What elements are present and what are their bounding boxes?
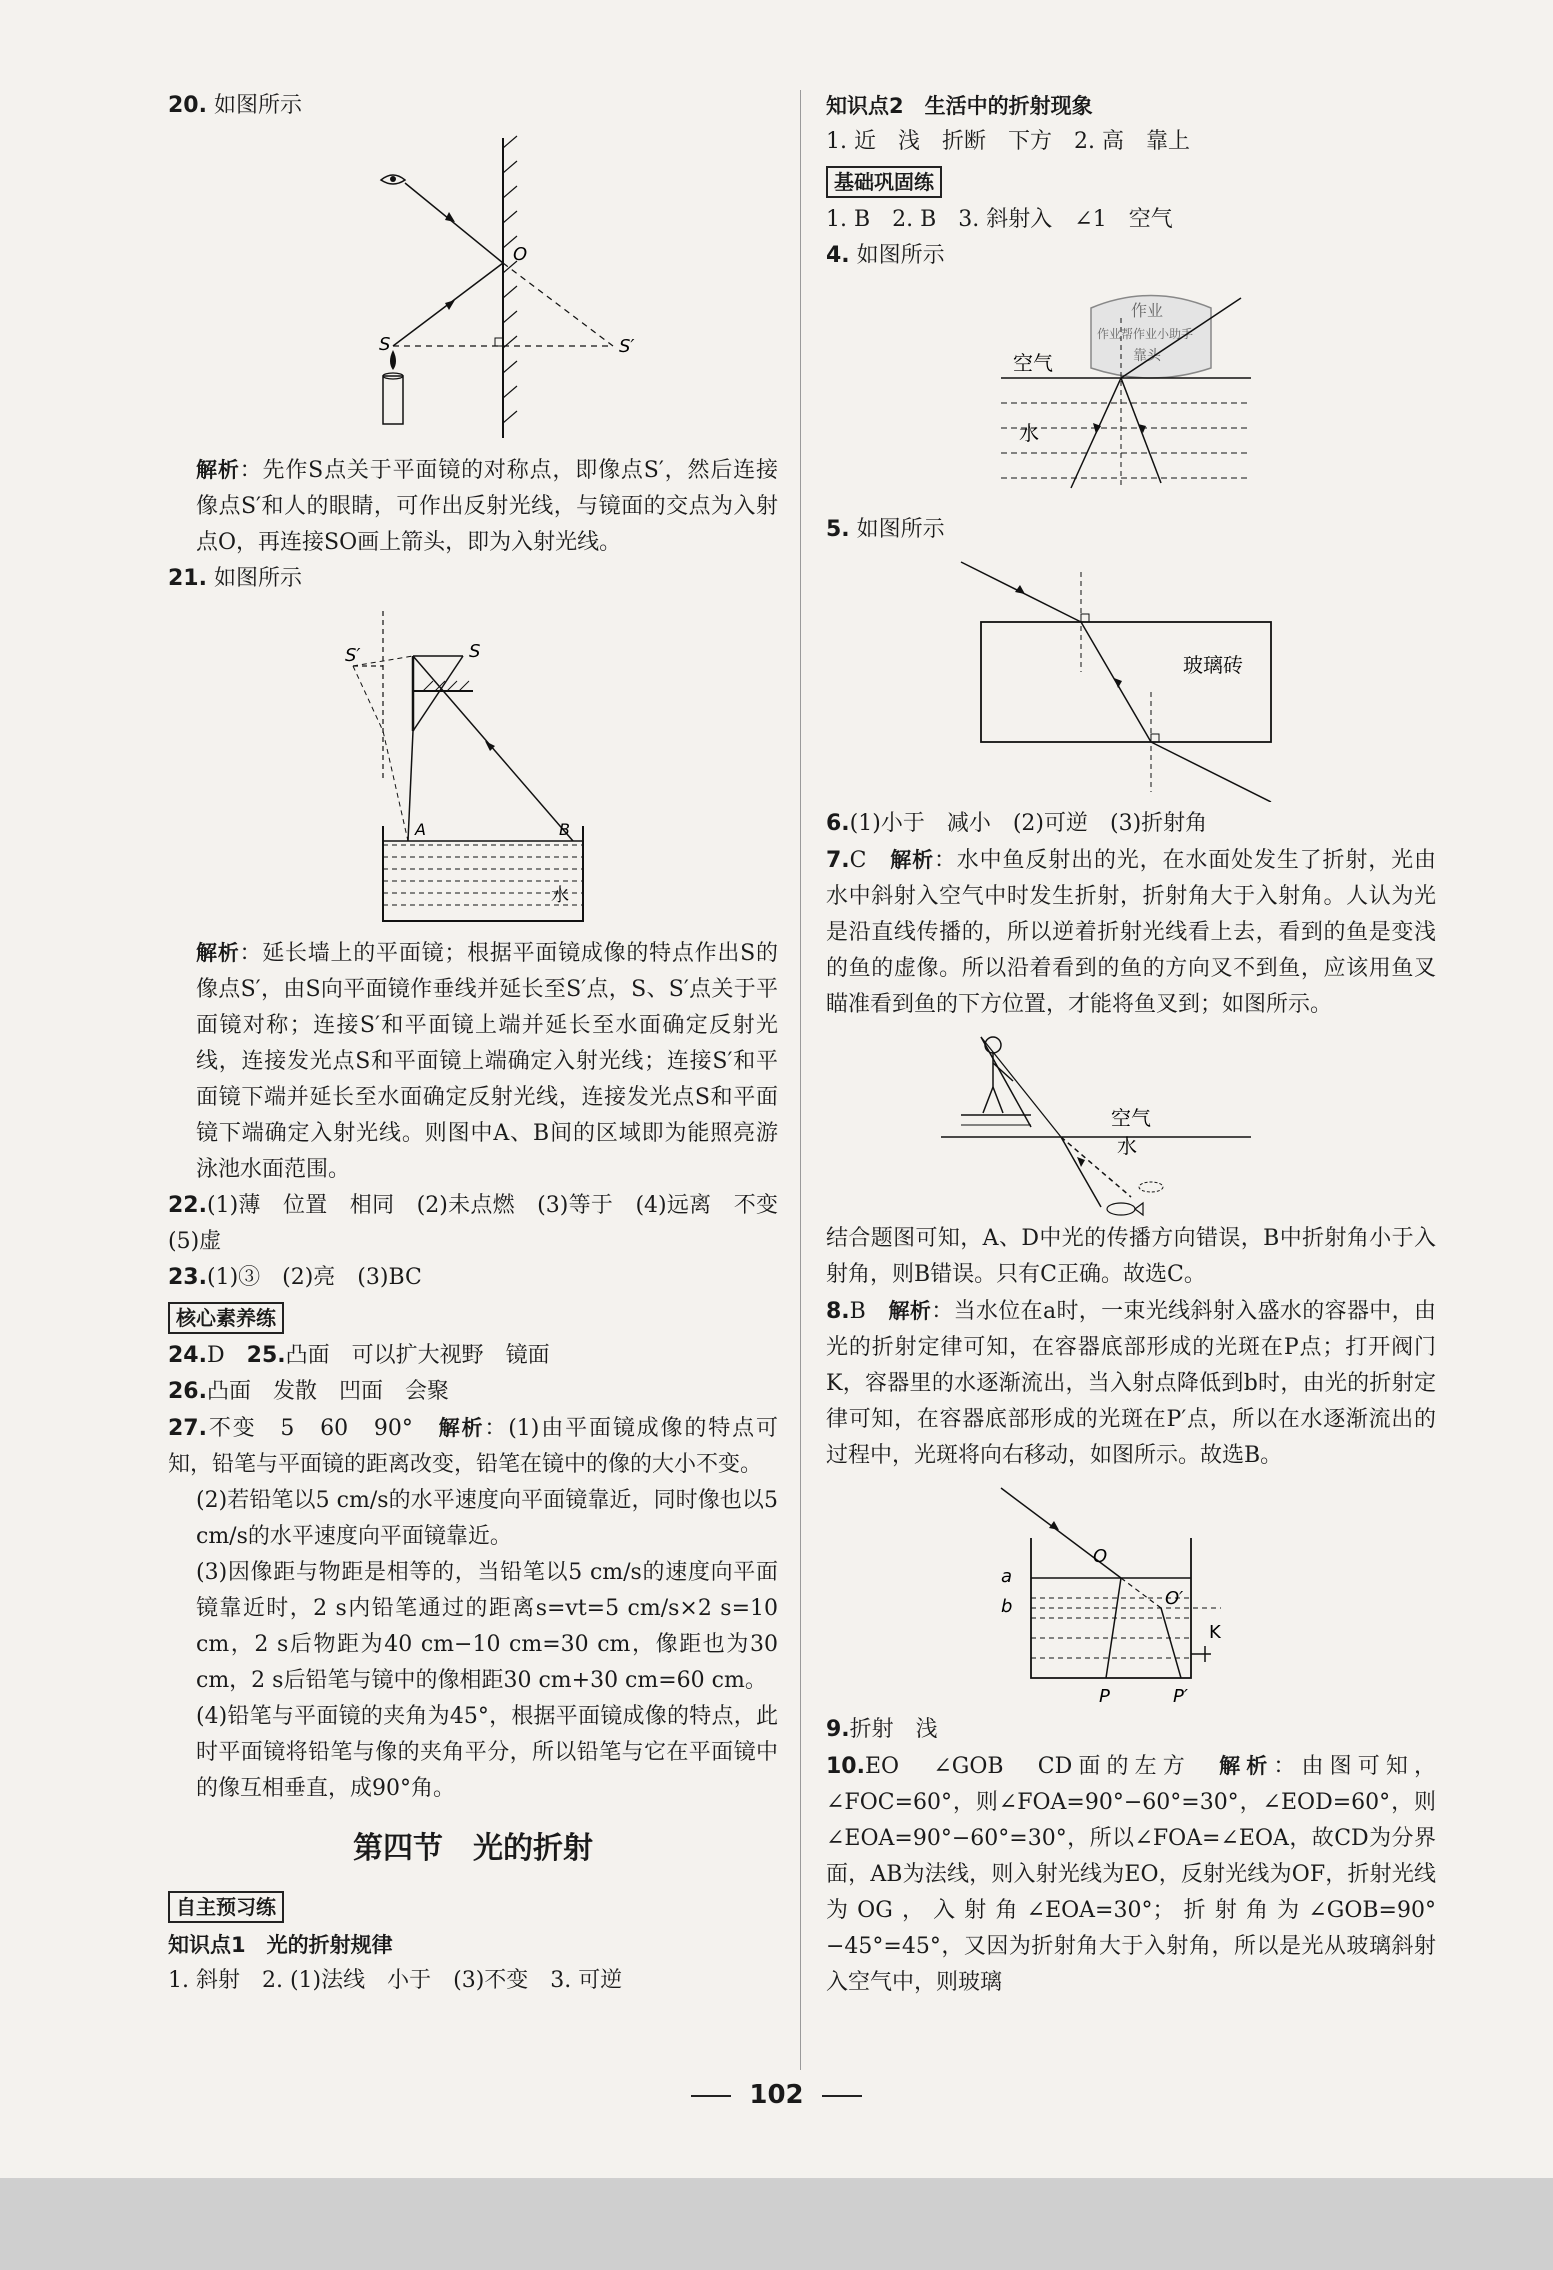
label-S: S [469,641,481,662]
candle-icon [383,350,403,424]
svg-text:靠头: 靠头 [1133,348,1161,364]
q21-heading: 21. 如图所示 [168,566,302,591]
section-box-preview: 自主预习练 [168,1891,284,1923]
label-B: B [559,820,570,839]
q1-3-answers: 1. B 2. B 3. 斜射入 ∠1 空气 [826,207,1173,232]
svg-text:作业: 作业 [1131,301,1164,320]
q23-answer: 23.(1)③ (2)亮 (3)BC [168,1265,422,1290]
svg-text:作业帮作业小助手: 作业帮作业小助手 [1097,327,1194,341]
q4-heading: 4. 如图所示 [826,243,945,268]
label-a: a [1001,1566,1013,1587]
figure-8-container [921,1478,1341,1708]
figure-4-refraction [921,278,1341,508]
stick-person-icon [981,1037,1031,1127]
label-O-prime: O′ [1165,1588,1184,1609]
page-number: 102 [0,2080,1553,2110]
q20-analysis: 解析：先作S点关于平面镜的对称点，即像点S′，然后连接像点S′和人的眼睛，可作出反射光线，与镜面的交点为入射点O，再连接SO画上箭头，即为入射光线。 [196,458,779,555]
q5-heading: 5. 如图所示 [826,517,945,542]
label-water: 水 [1019,421,1039,445]
label-air: 空气 [1013,351,1053,375]
column-divider [800,90,801,2070]
homework-stamp [1091,296,1211,379]
knowledge-point-1: 知识点1 光的折射规律 [168,1933,393,1957]
label-O: O [513,244,528,265]
label-O: O [1093,1546,1108,1567]
label-K: K [1209,1622,1221,1643]
q7-conclusion: 结合题图可知，A、D中光的传播方向错误，B中折射角小于入射角，则B错误。只有C正确。故选C。 [826,1226,1436,1287]
label-P: P [1099,1686,1110,1707]
kp2-answers: 1. 近 浅 折断 下方 2. 高 靠上 [826,129,1190,154]
label-S-prime: S′ [619,336,635,357]
q26-answer: 26.凸面 发散 凹面 会聚 [168,1379,449,1404]
figure-20-mirror-diagram [233,128,713,448]
q6-answer: 6.(1)小于 减小 (2)可逆 (3)折射角 [826,811,1208,836]
q27-answer: 27.不变 5 60 90° 解析：(1)由平面镜成像的特点可知，铅笔与平面镜的距离改变，铅笔在镜中的像的大小不变。 [168,1416,778,1477]
label-S-prime: S′ [345,645,361,666]
scan-bottom-band [0,2178,1553,2270]
left-column [168,88,801,1999]
q21-analysis: 解析：延长墙上的平面镜；根据平面镜成像的特点作出S的像点S′，由S向平面镜作垂线并延长至S′点，S、S′点关于平面镜对称；连接S′和平面镜上端并延长至水面确定反射光线，连接发光点S和平面镜上端确定入射光线；连接S′和平面镜下端并延长至水面确定反射光线，连接发光点S和平面镜下端确定入射光线。则图中A、B间的区域即为能照亮游泳池水面范围。 [196,941,778,1182]
section-box-core: 核心素养练 [168,1302,284,1334]
section-box-basic: 基础巩固练 [826,166,942,198]
right-column [826,88,1436,2001]
q7-answer: 7.C 解析：水中鱼反射出的光，在水面处发生了折射，光由水中斜射入空气中时发生折射，折射角大于入射角。人认为光是沿直线传播的，所以逆着折射光线看上去，看到的鱼是变浅的鱼的虚像。所以沿着看到的鱼的方向叉不到鱼，应该用鱼叉瞄准看到鱼的下方位置，才能将鱼叉到；如图所示。 [826,848,1436,1017]
figure-7-fishing [921,1027,1341,1217]
label-b: b [1001,1596,1013,1617]
q24-25-answer: 24.D 25.凸面 可以扩大视野 镜面 [168,1343,550,1368]
q10-answer: 10.EO ∠GOB CD面的左方 解析：由图可知，∠FOC=60°，则∠FOA=90°−60°=30°，∠EOD=60°，则∠EOA=90°−60°=30°，所以∠FOA=∠EOA，故CD为分界面，AB为法线，则入射光线为EO，反射光线为OF，折射光线为OG，入射角∠EOA=30°；折射角为∠GOB=90°−45°=45°，又因为折射角大于入射角，所以是光从玻璃斜射入空气中，则玻璃 [826,1754,1436,1995]
figure-5-glass-brick [921,552,1341,802]
fish-icon [1107,1182,1163,1215]
section-title: 第四节 光的折射 [353,1831,593,1866]
knowledge-point-2: 知识点2 生活中的折射现象 [826,94,1093,118]
q8-answer: 8.B 解析：当水位在a时，一束光线斜射入盛水的容器中，由光的折射定律可知，在容器底部形成的光斑在P点；打开阀门K，容器里的水逐渐流出，当入射点降低到b时，由光的折射定律可知，在容器底部形成的光斑在P′点，所以在水逐渐流出的过程中，光斑将向右移动，如图所示。故选B。 [826,1299,1436,1468]
label-S: S [379,334,391,355]
label-A: A [415,820,426,839]
figure-21-pool-diagram [233,601,713,931]
q27-part4: (4)铅笔与平面镜的夹角为45°，根据平面镜成像的特点，此时平面镜将铅笔与像的夹角平分，所以铅笔与它在平面镜中的像互相垂直，成90°角。 [196,1704,778,1801]
label-air: 空气 [1111,1106,1151,1130]
label-water: 水 [1117,1134,1137,1158]
label-water: 水 [551,885,569,906]
q27-part2: (2)若铅笔以5 cm/s的水平速度向平面镜靠近，同时像也以5 cm/s的水平速度向平面镜靠近。 [196,1488,778,1549]
q9-answer: 9.折射 浅 [826,1717,938,1742]
label-P-prime: P′ [1173,1686,1188,1707]
q20-heading: 20. 如图所示 [168,93,302,118]
q22-answer: 22.(1)薄 位置 相同 (2)未点燃 (3)等于 (4)远离 不变 (5)虚 [168,1193,801,1254]
label-glass-brick: 玻璃砖 [1183,653,1243,677]
q27-part3: (3)因像距与物距是相等的，当铅笔以5 cm/s的速度向平面镜靠近时，2 s内铅笔通过的距离s=vt=5 cm/s×2 s=10 cm，2 s后物距为40 cm−10 cm=30 cm，像距也为30 cm，2 s后铅笔与镜中的像相距30 cm+30 cm=60 cm。 [196,1560,778,1693]
eye-icon [381,175,405,184]
kp1-answers: 1. 斜射 2. (1)法线 小于 (3)不变 3. 可逆 [168,1968,623,1993]
